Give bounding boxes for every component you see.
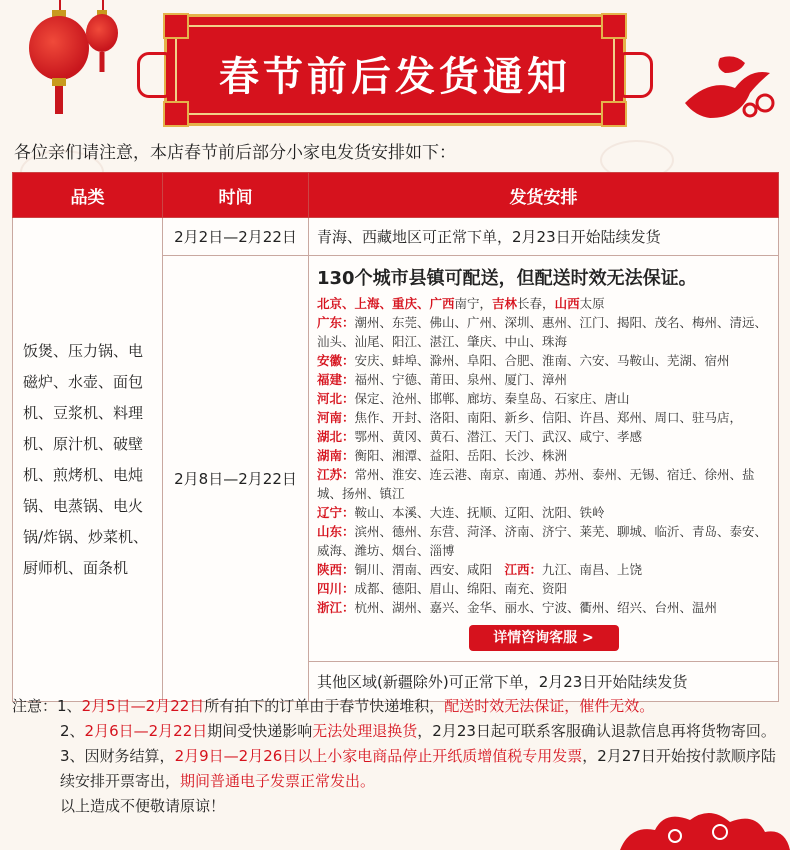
region-line: [317, 389, 770, 408]
region-line: [317, 351, 770, 370]
province-name: 北京、上海、重庆、广西: [317, 296, 455, 311]
intro-text: 各位亲们请注意，本店春节前后部分小家电发货安排如下：: [14, 143, 456, 163]
city-list: 九江、南昌、上饶: [542, 562, 643, 577]
province-name: 江苏：: [317, 467, 355, 482]
city-list: 太原: [579, 296, 605, 311]
province-name: 吉林: [492, 296, 518, 311]
region-line: [317, 408, 770, 427]
city-list: 鞍山、本溪、大连、抚顺、辽阳、沈阳、铁岭: [354, 505, 605, 520]
city-list: 安庆、蚌埠、滁州、阜阳、合肥、淮南、六安、马鞍山、芜湖、宿州: [354, 353, 730, 368]
region-line: [317, 522, 770, 560]
region-line: [317, 427, 770, 446]
city-list: 衡阳、湘潭、益阳、岳阳、长沙、株洲: [354, 448, 568, 463]
province-name: 河北：: [317, 391, 355, 406]
product-category-cell: 饭煲、压力锅、电磁炉、水壶、面包机、豆浆机、料理机、原汁机、破壁机、煎烤机、电炖锅、电蒸锅、电火锅/炸锅、炒菜机、厨师机、面条机: [13, 218, 163, 702]
province-name: 江西：: [504, 562, 543, 577]
note-number: 2、: [60, 722, 85, 740]
lantern-icon: [82, 0, 122, 80]
banner-ornament-right: [621, 52, 653, 98]
note-text: ，2月23日起可联系客服确认退款信息再将货物寄回。: [417, 722, 776, 740]
province-name: 山东：: [317, 524, 355, 539]
region-line: [317, 560, 770, 579]
city-list: 常州、淮安、连云港、南京、南通、苏州、泰州、无锡、宿迁、徐州、盐城、扬州、镇江: [317, 467, 755, 501]
city-list: 保定、沧州、邯郸、廊坊、秦皇岛、石家庄、唐山: [354, 391, 630, 406]
note-highlight: 无法处理退换货: [312, 722, 418, 740]
region-line: [317, 465, 770, 503]
note-highlight: 配送时效无法保证，催件无效。: [444, 697, 655, 715]
note-highlight: 2月9日—2月26日以上小家电商品停止开纸质增值税专用发票: [174, 747, 583, 765]
note-highlight: 2月5日—2月22日: [81, 697, 205, 715]
city-list: 滨州、德州、东营、菏泽、济南、济宁、莱芜、聊城、临沂、青岛、泰安、威海、潍坊、烟台、淄博: [317, 524, 768, 558]
province-name: 湖南：: [317, 448, 355, 463]
arrangement-cell: 其他区域(新疆除外)可正常下单，2月23日开始陆续发货: [309, 662, 779, 702]
shipping-schedule-table: [12, 172, 779, 702]
province-name: 湖北：: [317, 429, 355, 444]
province-name: 辽宁：: [317, 505, 355, 520]
delivery-headline: 130个城市县镇可配送，但配送时效无法保证。: [317, 268, 697, 289]
closing-text: 以上造成不便敬请原谅！: [60, 797, 226, 815]
note-item: [12, 719, 782, 744]
note-text: 期间受快递影响: [207, 722, 313, 740]
notes-label: 注意：: [12, 697, 58, 715]
note-number: 3、: [60, 747, 85, 765]
region-line: [317, 503, 770, 522]
arrangement-cell: 青海、西藏地区可正常下单，2月23日开始陆续发货: [309, 218, 779, 256]
province-name: 四川：: [317, 581, 355, 596]
city-list: 焦作、开封、洛阳、南阳、新乡、信阳、许昌、郑州、周口、驻马店，: [354, 410, 743, 425]
title-banner: [164, 14, 626, 126]
auspicious-cloud-icon: [620, 800, 790, 850]
region-line: [317, 598, 770, 617]
city-list: 鄂州、黄冈、黄石、潜江、天门、武汉、咸宁、孝感: [354, 429, 643, 444]
region-line: [317, 370, 770, 389]
time-cell: 2月8日—2月22日: [163, 256, 309, 702]
city-list: 南宁，: [454, 296, 493, 311]
note-text: 因财务结算，: [84, 747, 175, 765]
city-list: 铜川、渭南、西安、咸阳: [354, 562, 505, 577]
region-line: [317, 446, 770, 465]
column-header: 时间: [163, 173, 309, 218]
city-list: 福州、宁德、莆田、泉州、厦门、漳州: [354, 372, 568, 387]
note-text: ，2月27日开始按付款顺序陆续安排开票寄出，: [60, 747, 776, 790]
province-name: 广东：: [317, 315, 355, 330]
column-header: 发货安排: [309, 173, 779, 218]
column-header: 品类: [13, 173, 163, 218]
note-item: [12, 694, 782, 719]
note-highlight: 期间普通电子发票正常发出。: [180, 772, 376, 790]
province-name: 浙江：: [317, 600, 355, 615]
table-header-row: [13, 173, 779, 218]
table-row: [13, 218, 779, 256]
consult-service-button[interactable]: 详情咨询客服 >: [469, 625, 619, 651]
time-cell: 2月2日—2月22日: [163, 218, 309, 256]
province-name: 山西: [554, 296, 580, 311]
page-title: 春节前后发货通知: [219, 54, 571, 100]
province-name: 河南：: [317, 410, 355, 425]
arrangement-cell: [309, 256, 779, 662]
note-number: 1、: [57, 697, 82, 715]
province-name: 陕西：: [317, 562, 355, 577]
city-list: 成都、德阳、眉山、绵阳、南充、资阳: [354, 581, 568, 596]
city-list: 潮州、东莞、佛山、广州、深圳、惠州、江门、揭阳、茂名、梅州、清远、汕头、汕尾、阳江、湛江、肇庆、中山、珠海: [317, 315, 768, 349]
city-list: 长春，: [517, 296, 555, 311]
note-highlight: 2月6日—2月22日: [84, 722, 208, 740]
region-list: [317, 294, 770, 617]
magpie-icon: [680, 48, 780, 128]
note-item: [12, 744, 782, 794]
province-name: 安徽：: [317, 353, 355, 368]
city-list: 杭州、湖州、嘉兴、金华、丽水、宁波、衢州、绍兴、台州、温州: [354, 600, 718, 615]
region-line: [317, 579, 770, 598]
banner-ornament-left: [137, 52, 169, 98]
region-line: [317, 294, 770, 313]
note-text: 所有拍下的订单由于春节快递堆积，: [204, 697, 445, 715]
region-line: [317, 313, 770, 351]
province-name: 福建：: [317, 372, 355, 387]
